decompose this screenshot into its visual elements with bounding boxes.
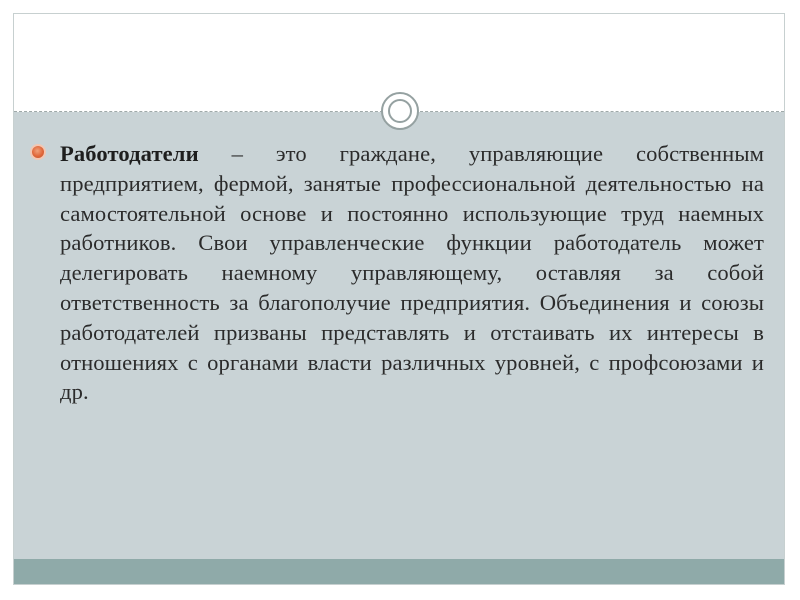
bullet-icon [32,146,44,158]
body-paragraph [60,139,764,407]
term-bold: Работодатели [60,141,199,166]
footer-bar [14,559,784,584]
definition-text: – это граждане, управляющие собственным предприятием, фермой, занятые профессиональной деятельностью на самостоятельной основе и постоянно использующие труд наемных работников. Свои управленческие функции работодатель может делегировать наемному управляющему, оставляя за собой ответственность за благополучие предприятия. Объединения и союзы работодателей призваны представлять и отстаивать их интересы в отношениях с органами власти различных уровней, с профсоюзами и др. [60,141,764,405]
double-ring-icon [381,92,419,130]
